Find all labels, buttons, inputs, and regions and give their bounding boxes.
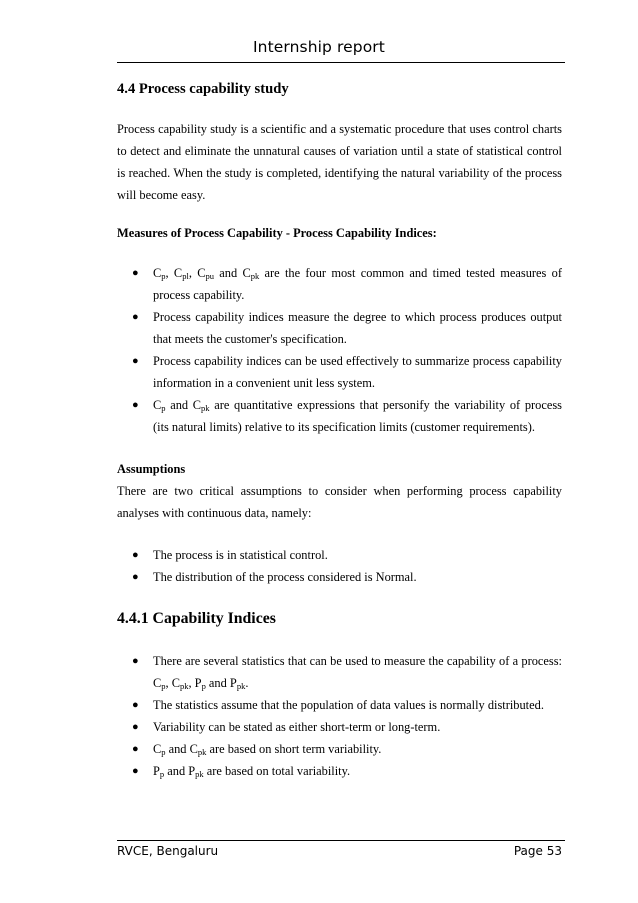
text-run: Variability can be stated as either short-term or long-term. [153, 720, 441, 734]
subscript: pk [197, 747, 207, 757]
bullet-icon: ● [132, 399, 139, 411]
text-run: C [153, 398, 162, 412]
subsection-heading: 4.4.1 Capability Indices [117, 610, 276, 627]
subscript: p [161, 747, 166, 757]
bullet-icon: ● [132, 571, 139, 583]
text-run: and C [213, 266, 251, 280]
subscript: pk [236, 681, 246, 691]
list-item [117, 738, 562, 760]
bullet-icon: ● [132, 721, 139, 733]
text-run: , C [188, 266, 206, 280]
text-run: , P [188, 676, 202, 690]
text-run: and P [205, 676, 237, 690]
list-item [117, 544, 562, 566]
subscript: pk [250, 271, 260, 281]
text-run: C [153, 266, 162, 280]
section-intro-paragraph: Process capability study is a scientific and a systematic procedure that uses control charts to detect and eliminate the unnatural causes of variation until a state of statistical control is reached. When the study is completed, identifying the natural variability of the process will become easy. [117, 122, 562, 202]
text-run: Process capability indices measure the degree to which process produces output that meets the customer's specification. [153, 310, 562, 346]
subscript: p [159, 769, 165, 779]
text-run: , C [165, 676, 180, 690]
subscript: pk [195, 769, 204, 779]
bullet-icon: ● [132, 355, 139, 367]
bullet-icon: ● [132, 655, 139, 667]
list-item [117, 306, 562, 350]
bullet-icon: ● [132, 699, 139, 711]
subscript: p [201, 681, 206, 691]
text-run: C [153, 742, 162, 756]
page-header: Internship report [253, 38, 385, 56]
text-run: are quantitative expressions that personify the variability of process (its natural limits) relative to its specification limits (customer requirements). [153, 398, 562, 434]
text-run: The process is in statistical control. [153, 548, 328, 562]
text-run: , C [165, 266, 183, 280]
page-number: Page 53 [513, 844, 562, 858]
bullet-icon: ● [132, 311, 139, 323]
list-item [117, 694, 562, 716]
bullet-icon: ● [132, 267, 139, 279]
list-item [117, 350, 562, 394]
list-item [117, 262, 562, 306]
footer-divider [117, 840, 565, 841]
text-run: and C [165, 398, 202, 412]
text-run: Process capability indices can be used effectively to summarize process capability information in a convenient unit less system. [153, 354, 562, 390]
text-run: P [153, 764, 160, 778]
text-run: are the four most common and timed tested measures of process capability. [153, 266, 562, 302]
measures-heading: Measures of Process Capability - Process Capability Indices: [117, 226, 437, 240]
header-divider [117, 62, 565, 63]
assumptions-paragraph: There are two critical assumptions to consider when performing process capability analyses with continuous data, namely: [117, 484, 562, 520]
subscript: pu [205, 271, 214, 281]
subscript: pl [182, 271, 189, 281]
subscript: p [161, 681, 166, 691]
list-item [117, 650, 562, 694]
footer-institution: RVCE, Bengaluru [117, 844, 219, 858]
text-run: There are several statistics that can be used to measure the capability of a process: C [153, 654, 562, 690]
list-item [117, 760, 562, 782]
measures-list [117, 262, 562, 438]
capability-indices-list [117, 650, 562, 782]
text-run: and P [164, 764, 196, 778]
list-item [117, 716, 562, 738]
section-heading: 4.4 Process capability study [117, 81, 289, 97]
assumptions-heading: Assumptions [117, 462, 186, 476]
bullet-icon: ● [132, 743, 139, 755]
subscript: p [161, 271, 166, 281]
list-item [117, 394, 562, 438]
text-run: The statistics assume that the population of data values is normally distributed. [153, 698, 544, 712]
text-run: The distribution of the process considered is Normal. [153, 570, 417, 584]
bullet-icon: ● [132, 549, 139, 561]
subscript: pk [201, 403, 210, 413]
text-run: are based on short term variability. [206, 742, 382, 756]
page-content [117, 76, 562, 782]
list-item [117, 566, 562, 588]
subscript: pk [179, 681, 189, 691]
text-run: and C [165, 742, 198, 756]
text-run: are based on total variability. [203, 764, 351, 778]
subscript: p [161, 403, 166, 413]
assumptions-list [117, 544, 562, 588]
text-run: . [245, 676, 249, 690]
bullet-icon: ● [132, 765, 139, 777]
